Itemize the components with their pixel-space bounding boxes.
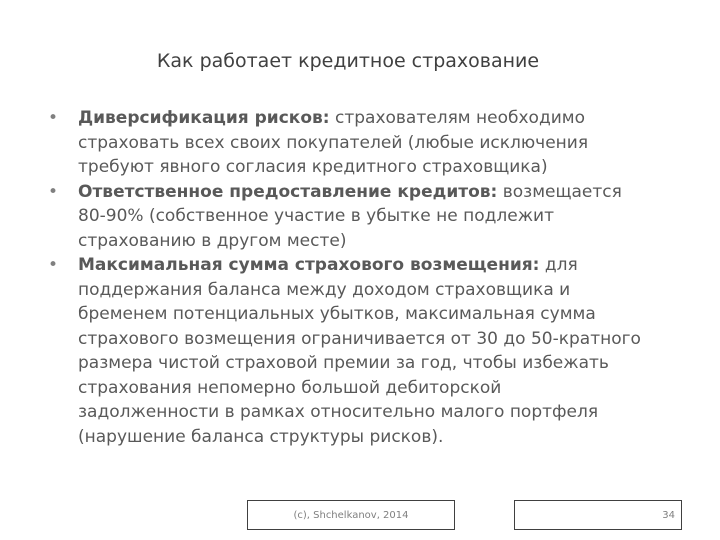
bullet-dot-icon: • xyxy=(48,181,59,202)
bullet-item-max-indemnity xyxy=(44,253,644,449)
slide-title: Как работает кредитное страхование xyxy=(156,50,540,72)
bullet-dot-icon: • xyxy=(48,108,59,128)
bullet-term: Диверсификация рисков: xyxy=(78,108,330,128)
footer-page-number xyxy=(514,500,682,530)
copyright-text: (c), Shchelkanov, 2014 xyxy=(293,509,409,521)
bullet-item-diversification xyxy=(44,106,644,180)
bullet-item-responsible-credit xyxy=(44,180,644,254)
bullet-list xyxy=(44,106,644,449)
bullet-term: Ответственное предоставление кредитов: xyxy=(78,181,498,202)
bullet-text: возмещается 80-90% (собственное участие в убытке не подлежит страхованию в другом месте) xyxy=(78,181,622,251)
bullet-text: страхователям необходимо страховать всех своих покупателей (любые исключения требуют явного согласия кредитного страховщика) xyxy=(78,108,589,177)
footer-copyright xyxy=(247,500,455,530)
bullet-dot-icon: • xyxy=(48,255,59,275)
page-number-text: 34 xyxy=(662,509,675,521)
bullet-term: Максимальная сумма страхового возмещения: xyxy=(78,255,540,275)
bullet-text: для поддержания баланса между доходом страховщика и бременем потенциальных убытков, максимальная сумма страхового возмещения ограничивается от 30 до 50-кратного размера чистой страховой премии за год, чтобы избежать страхования непомерно большой дебиторской задолженности в рамках относительно малого портфеля (нарушение баланса структуры рисков). xyxy=(78,255,641,447)
